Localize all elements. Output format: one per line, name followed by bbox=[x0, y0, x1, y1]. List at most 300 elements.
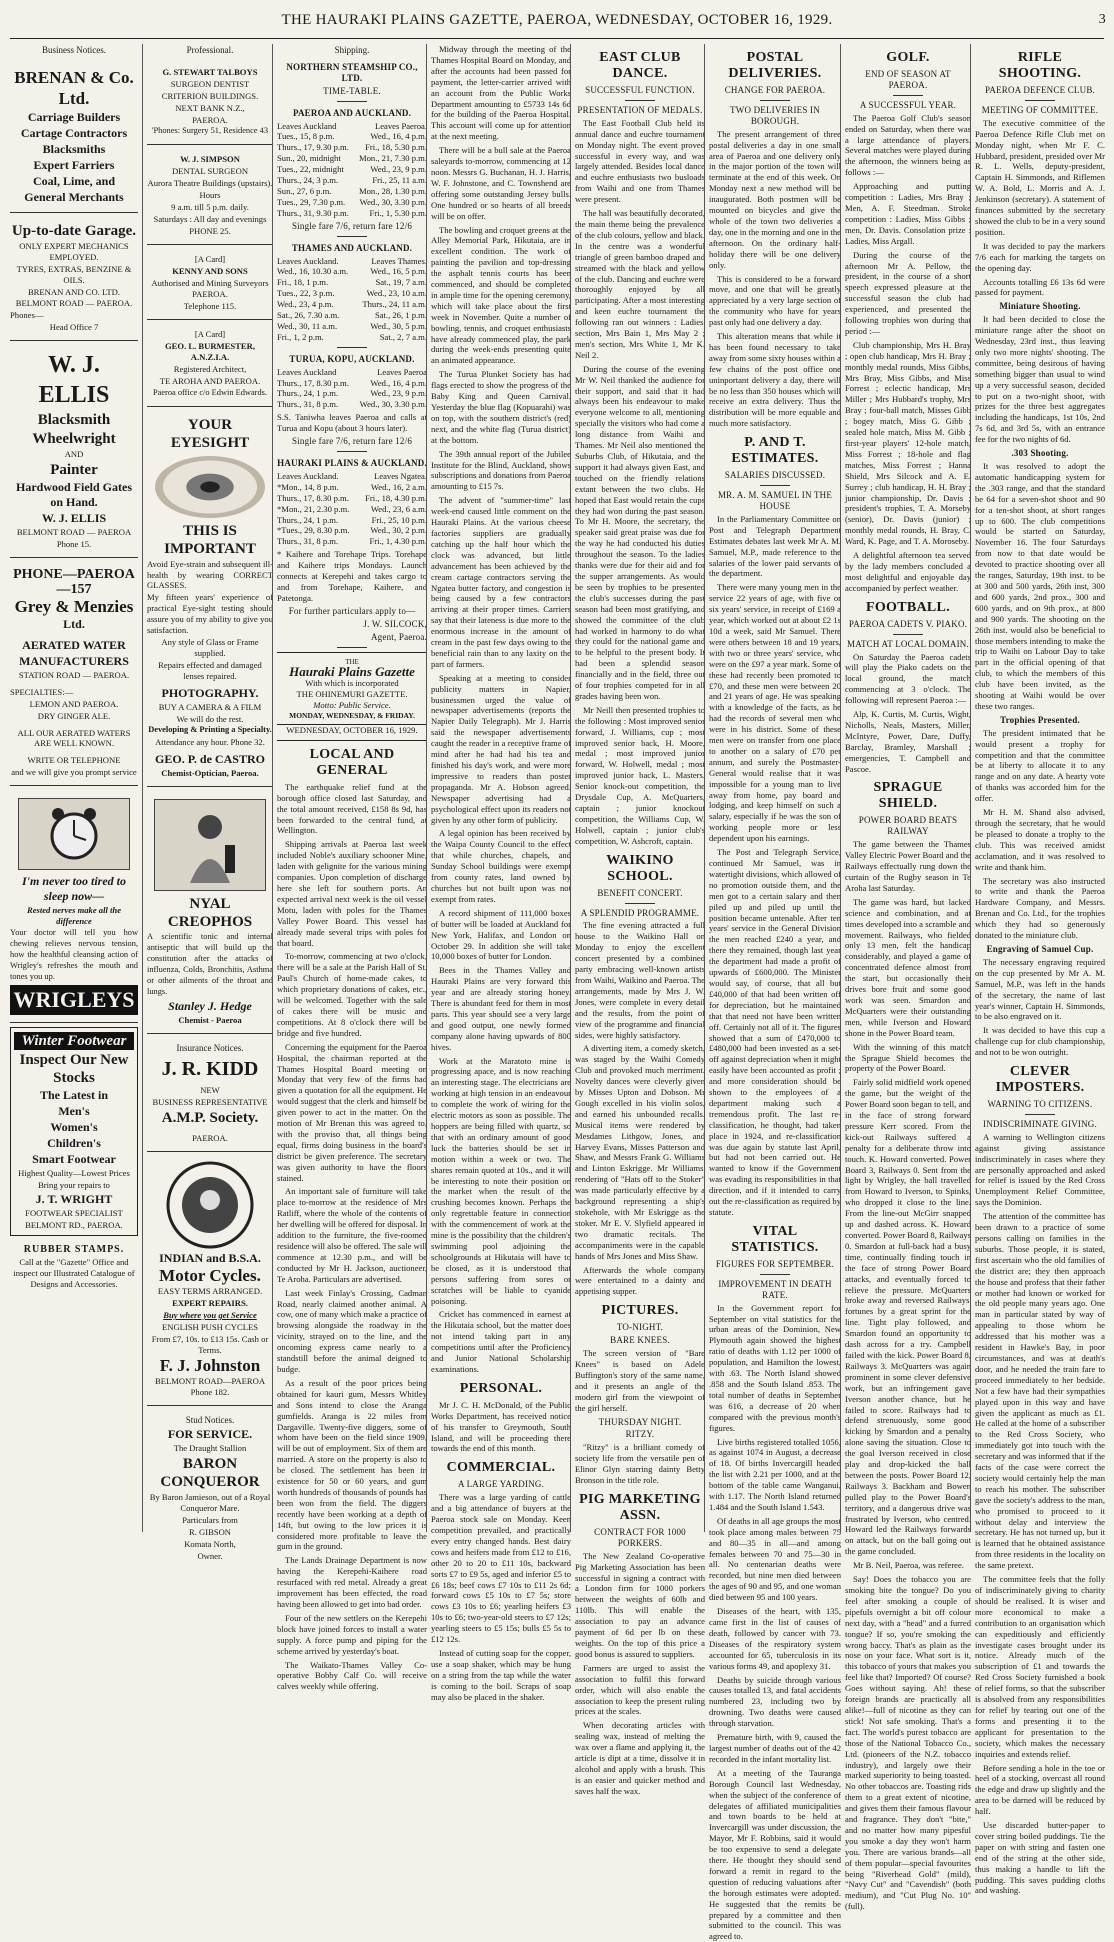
paragraph: In the Parliamentary Committee on Post and Telegraph Department Estimates debates last week Mr A. M. Samuel, M.P., made reference to the salaries of the lower paid servants of the department. bbox=[709, 513, 841, 579]
ad-line: Women's bbox=[50, 1120, 98, 1135]
ad-indian-motorcycles bbox=[147, 1156, 273, 1406]
ad-line: Inspect Our New Stocks bbox=[19, 1052, 129, 1087]
ad-line: ALL OUR AERATED WATERS ARE WELL KNOWN. bbox=[17, 727, 131, 749]
paragraph: Midway through the meeting of the Thames Hospital Board on Monday, and after the accounts had been passed for payment, the letter-carrier arrived with an account from the Public Works Department amounting to £5733 14s 6d for the building of the Paeroa Hospital. This account will come up for attention at the next meeting. bbox=[431, 44, 571, 142]
timetable-row bbox=[277, 310, 427, 321]
timetable-cell: Fri., 1, 2 p.m. bbox=[277, 331, 324, 342]
ad-footwear bbox=[10, 1027, 138, 1236]
subheading: THURSDAY NIGHT. bbox=[598, 1416, 682, 1427]
nameplate-line: Hauraki Plains Gazette bbox=[289, 664, 415, 680]
paragraph: The New Zealand Co-operative Pig Marketing Association has been successful in signing a contract with a London firm for 1000 porkers between the weights of 60lb and 110lb. This will enable the association to pay an advance payment of 6d per lb on these weights. On the top of this price a good bonus is assured to suppliers. bbox=[575, 1550, 705, 1659]
paragraph: The president intimated that he would present a trophy for competition and that the committee be at liberty to allocate it to any range and on any date. A hearty vote of thanks was accorded him for the offer. bbox=[975, 727, 1105, 804]
paragraph: Work at the Maratoto mine is progressing apace, and is now reaching an interesting stage. The electricians are working at high tension in an endeavour to complete the work of wiring for the electric motors as soon as possible. The hoppers are being filled with quartz, so that with an ordinary amount of good luck the batteries should be set in motion within a week or two. The shares remain quoted at 10s., and it will be interesting to note their position on the market when the result of the crushing becomes known. Perhaps the only regrettable feature in connection with the commencement of work at the mine is the possibility that the children's swimming pool adjoining the schoolgrounds at Hikutaia will have to be closed, as it is understood that persons suffering from sores or scratches will be liable to cyanide poisoning. bbox=[431, 1055, 571, 1306]
columns bbox=[10, 44, 1105, 1942]
paragraph: Afterwards the whole company were entertained to a dainty and appetising supper. bbox=[575, 1264, 705, 1297]
ad-line: PAEROA. bbox=[192, 289, 228, 300]
timetable-cell: Sat., 19, 7 a.m. bbox=[375, 277, 427, 288]
ad-line: G. STEWART TALBOYS bbox=[162, 66, 258, 77]
subheading: A SUCCESSFUL YEAR. bbox=[859, 99, 957, 110]
subheading: PAEROA CADETS V. PIAKO. bbox=[848, 618, 968, 629]
commercial-subheading: A LARGE YARDING. bbox=[457, 1479, 545, 1490]
timetable-note: * Kaihere and Torehape Trips. Torehape and Kaihere trips Mondays. Launch connects at Kerepehi and takes cargo to and from Torehape, Kaihere, and Patetonga. bbox=[277, 549, 427, 603]
ad-line: EXPERT REPAIRS. bbox=[172, 1298, 248, 1309]
ad-line: General Merchants bbox=[24, 189, 124, 204]
ad-line: Your doctor will tell you how chewing relieves nervous tension, how the healthful cleansing action of Wrigley's refreshes the mouth and tones you up. bbox=[10, 927, 138, 981]
timetable-row bbox=[277, 332, 427, 343]
timetable-cell: Thurs., 24, 3 p.m. bbox=[277, 175, 339, 186]
subheading: INDISCRIMINATE GIVING. bbox=[983, 1118, 1097, 1129]
timetable-cell: Wed., 23, 9 p.m. bbox=[370, 388, 427, 399]
timetable-cell: Fri., 1, 4.30 p.m. bbox=[369, 536, 427, 547]
ad-line: LEMON AND PAEROA. bbox=[29, 698, 119, 709]
paragraph: Alp, K. Curtis, M. Curtis, Wight, Nicholls, Neals, Masters, Miller, McIntyre, Power, Dare, Duffy, Barclay, Bramley, Marshall ; emergencies, T. Campbell and Pascoe. bbox=[845, 709, 971, 774]
timetable-cell: Thurs., 17, 8.30 p.m. bbox=[277, 377, 349, 388]
ad-line: Aurora Theatre Buildings (upstairs). bbox=[147, 178, 273, 189]
timetable-cell: Wed., 30, 3.30 p.m. bbox=[359, 399, 427, 410]
paragraph: Bees in the Thames Valley and Hauraki Plains are very forward this year and are already storing honey. There is abundant feed for them in most parts. This year should see a very large and good output, one newly formed company alone having upwards of 800 hives. bbox=[431, 965, 571, 1052]
east-club-heading: EAST CLUB DANCE. bbox=[599, 50, 681, 81]
ad-line: INDIAN and B.S.A. bbox=[159, 1251, 261, 1266]
timetable-cell: *Mon., 21, 2.30 p.m. bbox=[277, 503, 350, 514]
wrigleys-logo: WRIGLEYS bbox=[10, 985, 138, 1015]
ad-line: EASY TERMS ARRANGED. bbox=[157, 1286, 263, 1297]
ad-line: Motor Cycles. bbox=[159, 1266, 261, 1286]
ad-line: Phone 15. bbox=[56, 538, 92, 549]
timetable-paeroa-auckland bbox=[277, 108, 427, 237]
timetable-cell: Wed., 30, 2 p.m. bbox=[370, 525, 427, 536]
timetable-title: TIME-TABLE. bbox=[323, 85, 381, 96]
masthead-rule bbox=[10, 38, 1104, 39]
timetable-cell: Wed., 16, 4 p.m. bbox=[370, 131, 427, 142]
ad-line: BRENAN & Co. Ltd. bbox=[14, 67, 134, 108]
timetable-hauraki bbox=[277, 458, 427, 648]
estimates-heading: P. AND T. ESTIMATES. bbox=[731, 435, 819, 467]
ad-line: PAEROA. bbox=[192, 114, 228, 125]
paragraph: The Post and Telegraph Service, continued Mr Samuel, was in watertight divisions, which allowed of no promotion outside them, and the men got to a certain salary and then piled up and piled up until the position became untenable. After ten years' service in the General Division the men reached £240 a year, and there they remained, though last year the department had made a profit of upwards of £600,000. The Minister would say, of course, that all but £40,000 of that had been written off for depreciation, but he maintained that that need not have been written off. Certainly not all of it. The figures showed that a sum of £470,000 to £480,000 had been invested as a set-off against depreciation when it might easily have been accounted as profit ; and more consideration should be shown to the employees of a department making such a tremendous profit. The last re-classification, he thought, had taken place in 1924, and re-classification was due again by statute last April, but had not been carried out. He wanted to know if the Government was evading its responsibilities in that direction, and if it intended to carry out the re-classification as required by statute. bbox=[709, 847, 841, 1217]
timetable-header bbox=[277, 367, 427, 378]
ad-line: BELMONT ROAD — PAEROA. bbox=[15, 298, 133, 309]
sprague-heading: SPRAGUE SHIELD. bbox=[873, 780, 943, 812]
subheading: CONTRACT FOR 1000 PORKERS. bbox=[594, 1526, 686, 1548]
timetable-agent: J. W. SILCOCK, bbox=[363, 618, 427, 629]
timetable-cell: *Tues., 29, 8.30 p.m. bbox=[277, 525, 350, 536]
paragraph: During the course of the evening Mr W. Neil thanked the audience for their support, and said that it had always been his endeavour to make everyone welcome to all, mentioning specially the visitors who had come a long distance from Waihi and Thames. Mr Neil also mentioned the Suburbs Club, of Hikutaia, and the support it had always given East, and touched on the friendly relations extant between the two clubs. He hoped that East would retain the cups they had won during the past season. To Mr H. Moore, the secretary, the speaker said great praise was due for the way he had conducted his duties throughout the season. To the ladies thanks were due for their aid and for the supper arrangements. As would be seen by trophies to be presented the club's successes during the past season had been most gratifying, and showed the committee of the club had worked in harmony to do what they could for the national game and to be helpful to the present body. It had been a splendid season financially and in the field, three out of four trophies competed for in all grades having been won. bbox=[575, 363, 705, 701]
timetable-cell: Sun., 20, midnight bbox=[277, 153, 341, 164]
paragraph: It was resolved to adopt the automatic handicapping system for the .303 range, and that the standard be 64 for a seven-shot shoot and 90 for a ten-shot shoot, at short ranges up to 600. The club competitions would be started on Saturday, November 16. The four Saturdays from now to that date would be devoted to practice shooting over all the ranges, Saturday, 19th inst. to be at 300 and 500 yards, 26th inst, 300 and 600 yards, 2nd prox., 300 and 600 yards, and on 9th prox., at 800 and 900 yards. The shooting on the 26th inst. would also be beneficial to those members intending to make the trip to Waihi on Labour Day to take part in the official opening of that club, to which the members of this club have been invited, as the shooting at Waihi would be over these two ranges. bbox=[975, 461, 1105, 711]
timetable-cell: Fri., 18, 5.30 p.m. bbox=[365, 142, 427, 153]
column-head: Professional. bbox=[186, 45, 234, 55]
ad-line: NYAL CREOPHOS bbox=[167, 896, 253, 931]
timetable-cell: Thurs., 24, 1 p.m. bbox=[277, 388, 339, 399]
paragraph: A record shipment of 111,000 boxes of butter will be loaded at Auckland for New York, Halifax, and London on October 29. In addition she will take 10,000 boxes of butter for London. bbox=[431, 907, 571, 962]
commercial-heading: COMMERCIAL. bbox=[446, 1460, 556, 1476]
ad-line: Coal, Lime, and bbox=[32, 173, 115, 188]
timetable-heading: HAURAKI PLAINS & AUCKLAND. bbox=[277, 458, 427, 468]
subheading: BENEFIT CONCERT. bbox=[597, 887, 683, 898]
timetable-row bbox=[277, 153, 427, 164]
shooting-303-body bbox=[975, 461, 1105, 712]
paragraph: Accounts totalling £6 13s 6d were passed for payment. bbox=[975, 276, 1105, 298]
paragraph: When decorating articles with sealing wax, instead of melting the wax over a flame and applying it, the article is dipt at a time, dissolve it in alcohol and apply with a brush. This is an easier and quicker method and saves half the wax. bbox=[575, 1720, 705, 1796]
ad-talboys bbox=[147, 62, 273, 145]
nameplate-line: With which is incorporated bbox=[305, 678, 399, 689]
clock-illustration bbox=[18, 798, 130, 870]
ad-wrigleys bbox=[10, 790, 138, 1023]
ad-line: Expert Farriers bbox=[33, 157, 115, 172]
subheading: IMPROVEMENT IN DEATH RATE. bbox=[718, 1278, 832, 1300]
divider bbox=[337, 101, 367, 102]
personal-heading: PERSONAL. bbox=[459, 1380, 543, 1396]
timetable-row bbox=[277, 482, 427, 493]
column-business-notices bbox=[10, 44, 138, 1532]
column-head: Shipping. bbox=[334, 45, 370, 55]
timetable-cell: Wed., 30, 3.30 p.m. bbox=[359, 196, 427, 207]
paragraph: Cricket has commenced in earnest at the Hikutaia school, but the matter does not intend taking part in any competitions until after the Proficiency and Junior National Scholarship examinations. bbox=[431, 1309, 571, 1374]
timetable-row bbox=[277, 197, 427, 208]
golf-heading: GOLF. bbox=[886, 50, 930, 65]
subheading: TO-NIGHT. bbox=[616, 1322, 664, 1333]
subheading: Trophies Presented. bbox=[1000, 714, 1080, 725]
timetable-row bbox=[277, 536, 427, 547]
ad-line: W. J. ELLIS bbox=[38, 352, 110, 409]
ad-line: Phone 182. bbox=[190, 1387, 230, 1398]
paragraph: With the winning of this match the Sprague Shield becomes the property of the Power Board. bbox=[845, 1041, 971, 1074]
ad-line: TYRES, EXTRAS, BENZINE & OILS. bbox=[16, 263, 132, 285]
sprague-body bbox=[845, 839, 971, 1912]
ad-line: and we will give you prompt service bbox=[11, 767, 137, 778]
east-club-body bbox=[575, 118, 705, 847]
column-head: Business Notices. bbox=[42, 45, 106, 55]
timetable-thames-auckland bbox=[277, 243, 427, 348]
paragraph: It had been decided to close the miniature range after the shoot on Wednesday, 23rd inst., thus leaving only two more nights' shooting. The committee, being desirous of having something bigger than usual to wind up a very successful season, decided to put on a two-night shoot, with prizes for the three best aggregates including the handicaps, 1st 10s, 2nd 7s 6d, and 3rd 5s, with an entrance fee for the two nights of 6d. bbox=[975, 314, 1105, 445]
imposters-heading: CLEVER IMPOSTERS. bbox=[995, 1064, 1085, 1096]
timetable-cell: Thurs., 31, 8 p.m. bbox=[277, 536, 339, 547]
ad-line: By Baron Jamieson, out of a Royal Conqueror Mare. bbox=[149, 1492, 271, 1514]
ad-line: 'Phones: Surgery 51, Residence 43 bbox=[151, 126, 269, 136]
timetable-cell: Sun., 27, 6 p.m. bbox=[277, 185, 332, 196]
timetable-row bbox=[277, 186, 427, 197]
subheading: SUCCESSFUL FUNCTION. bbox=[585, 85, 695, 95]
ad-ellis bbox=[10, 345, 138, 558]
paragraph: Mr H. M. Shand also advised, through the secretary, that he would be pleased to donate a trophy to the club. This was received amidst acclamation, and it was resolved to write and thank him. bbox=[975, 807, 1105, 872]
paragraph: Use discarded butter-paper to cover string boiled puddings. Tie the paper on with string and fasten one end of the string at the other side, thus making a handle to lift the pudding. This saves pudding cloths and washing. bbox=[975, 1820, 1105, 1896]
timetable-row bbox=[277, 321, 427, 332]
paragraph: This alteration means that while it has been found necessary to take away from some sixty houses within a few chains of the post office one uninportant delivery a day, there will be no less than 350 houses which will receive an extra delivery. Thus the distribution will be more equable and much more satisfactory. bbox=[709, 331, 841, 429]
timetable-cell: Wed., 16, 5 p.m. bbox=[370, 266, 427, 277]
ad-grey-menzies bbox=[10, 562, 138, 786]
column-golf bbox=[840, 44, 972, 1912]
paragraph: The bowling and croquet greens at the Alley Memorial Park, Hikutaia, are in excellent condition. The work of painting the pavilion and top-dressing the asphalt tennis courts has been commenced, and should be completed in ample time for the opening ceremony, which will take place about the first week in November. Quite a number of bowling, tennis, and croquet enthusiasts have already commenced play, the park during the week-ends presenting quite an animated appearance. bbox=[431, 224, 571, 366]
timetable-col-head: Leaves Auckland bbox=[277, 366, 337, 377]
timetable-col-head: Leaves Paeroa bbox=[377, 366, 427, 377]
divider bbox=[337, 236, 367, 237]
ad-line: Wheelwright bbox=[32, 431, 116, 448]
ad-line: Registered Architect, bbox=[173, 363, 247, 374]
ad-insurance bbox=[147, 1038, 273, 1153]
timetable-fare: Single fare 7/6, return fare 12/6 bbox=[291, 436, 413, 447]
ad-line: Repairs effected and damaged lenses repaired. bbox=[158, 659, 262, 681]
subheading: CHANGE FOR PAEROA. bbox=[724, 85, 826, 95]
timetable-note: S.S. Taniwha leaves Paeroa and calls at Turua and Kopu (about 3 hours later). bbox=[277, 412, 427, 434]
timetable-row bbox=[277, 208, 427, 219]
paragraph: The Paeroa Golf Club's season ended on Saturday, when there was a large attendance of players. Several matches were played during the afternoon, the winners being as follows :— bbox=[845, 112, 971, 178]
paragraph: Club championship, Mrs H. Bray ; open club handicap, Mrs H. Bray ; monthly medal rounds, Miss Gibbs, Mrs Bray, Miss Gibbs, and Miss Forrest ; eclectic handicap, Mrs Miller ; Mrs Hubbard's trophy, Mrs Bray ; four-ball match, Misses Gibb ; bogey match, Miss G. Gibb ; sealed hole match, Miss M. Gibb ; first-year players' 12-hole match, Miss Forrest ; 18-hole and flag matches, Miss Forrest ; Hanna Shield, Mrs Silcock and A. E. Surrey ; club handicap, H. H. Bray ; junior championship, Dr. Davis ; president's trophies, T. A. Morseby (senior), Dr. Davis (junior) ; monthly medal rounds, H. Bray, C. Ward, K. Page, and T. A. Moroseby. bbox=[845, 339, 971, 547]
ad-line: Komata North, bbox=[184, 1538, 236, 1549]
rifle-heading: RIFLE SHOOTING. bbox=[998, 50, 1082, 81]
timetable-fare: Single fare 7/6, return fare 12/6 bbox=[291, 220, 413, 231]
timetable-cell: Wed., 23, 10 a.m. bbox=[366, 288, 427, 299]
timetable-row bbox=[277, 378, 427, 389]
ad-line: Phones— bbox=[10, 310, 44, 321]
ad-line: Particulars from bbox=[182, 1515, 238, 1525]
timetable-agent: Agent, Paeroa. bbox=[370, 631, 427, 642]
ad-line: W. J. SIMPSON bbox=[180, 154, 240, 165]
ad-line: W. J. ELLIS bbox=[41, 511, 107, 526]
woman-illustration bbox=[154, 799, 266, 891]
divider bbox=[337, 347, 367, 348]
paragraph: The East Football Club held its annual dance and euchre tournament on Monday night. The event proved successful in every way, and was largely attended. Besides local dance and euchre enthusiasts two busloads from Waihi and one from Thames were present. bbox=[575, 117, 705, 205]
paragraph: The fine evening attracted a full house to the Waikino Hall on Monday to enjoy the excellent concert presented by a combined party embracing well-known artists from Waihi, Waikino and Paeroa. The arrangements, made by Mrs J. W. Jones, were complete in every detail and the results, from the point of view of the programme and financial sides, were highly satisfactory. bbox=[575, 920, 705, 1040]
vital-statistics-body bbox=[709, 1303, 841, 1942]
ad-line: Hardwood Field Gates on Hand. bbox=[16, 480, 132, 510]
paragraph: The earthquake relief fund at the borough office closed last Saturday, and the total amount received, £158 8s 9d, has been forwarded to the central fund, at Wellington. bbox=[277, 781, 427, 836]
paragraph: On Saturday the Paeroa cadets will play the Piako cadets on the local ground, the match commencing at 3 o'clock. The following will represent Paeroa :— bbox=[845, 651, 971, 706]
ad-line: PHONE 25. bbox=[189, 225, 231, 236]
paragraph: The Lands Drainage Department is now having the Kerepehi-Kaihere road resurfaced with red metal. Already a great improvement has been effected, the road having been allowed to get into bad order. bbox=[277, 1555, 427, 1609]
ad-line: BUSINESS REPRESENTATIVE bbox=[152, 1097, 268, 1108]
ad-line: Smart Footwear bbox=[32, 1152, 116, 1167]
ad-line: J. R. KIDD bbox=[161, 1058, 259, 1081]
ad-line: THIS IS IMPORTANT bbox=[164, 522, 256, 557]
timetable-cell: Wed., 23, 6 a.m. bbox=[370, 503, 427, 514]
timetable-turua bbox=[277, 354, 427, 452]
ad-line: Children's bbox=[47, 1136, 101, 1151]
ad-line: I'm never too tired to sleep now— bbox=[22, 874, 126, 904]
ad-line: Chemist - Paeroa bbox=[178, 1014, 242, 1025]
paragraph: There was a large yarding of cattle and a big attendance of buyers at the Paeroa stock sale on Monday. Keen competition prevailed, and practically every entry changed hands. Best dairy cows and heifers made from £12 to £16, other 20 to 20 to £11 10s, backward sorts £7 to £9 5s, aged and inferior £5 to £6 18s; beef cows £7 10s to £11 2s 6d; forward cows £5 10s to £7 5s; store cows £3 10s to £6; yearling heifers £3 10s to £6; two-year-old steers to £7 12s; yearling steers to £5 15s; bulls £5 5s to £12 12s. bbox=[431, 1492, 571, 1645]
paragraph: Concerning the equipment for the Paeroa Hospital, the chairman reported at the Thames Hospital Board meeting on Monday that very few of the firms had given a quotation for all the equipment. He would suggest that the clerk and himself be given power to act in the matter. On the motion of Mr Brenan this was agreed to, with the proviso that, all things being equal, firms doing business in the board's district be given preference. The secretary was given authority to have the floors stained. bbox=[277, 1041, 427, 1183]
timetable-cell: Wed., 23, 4 p.m. bbox=[277, 299, 334, 310]
paragraph: Farmers are urged to assist the association to fulfil this forward order, which will also enable the association to keep the present ruling prices at the scales. bbox=[575, 1662, 705, 1717]
ad-line: NEXT BANK N.Z., bbox=[175, 102, 245, 113]
column-rifle bbox=[970, 44, 1105, 1896]
ad-line: My fifteen years' experience of practical Eye-sight testing should assure you of my ability to give you satisfaction. bbox=[147, 592, 273, 636]
timetable-row bbox=[277, 142, 427, 153]
timetable-col-head: Leaves Thames. bbox=[371, 255, 427, 266]
ad-line: WRITE OR TELEPHONE bbox=[27, 755, 121, 766]
paragraph: Mr Neill then presented trophies to the following : Most improved senior forward, J. Williams, cup ; most improved senior back, H. Moore, medal ; most improved junior forward, W. Holwell, medal ; most improved junior back, L. Masters. Senior knock-out competition, the Drysdale Cup, A. McQuarters, captain ; junior knockout competition, the Williams Cup, W. Holwell, captain ; junior club's competition, W. Ashcroft, captain. bbox=[575, 704, 705, 846]
local-general-heading: LOCAL AND GENERAL bbox=[309, 746, 395, 778]
ad-kenny bbox=[147, 249, 273, 321]
ad-line: KENNY AND SONS bbox=[172, 265, 248, 276]
ad-line: FOR SERVICE. bbox=[167, 1427, 253, 1442]
paragraph: The Turua Plunket Society has had flags erected to show the progress of the Baby King and Queen Carnival. Yesterday the blue flag (Kopuarahi) was on top, with the southern district's (red) next, and the white flag (Turua district) at the bottom. bbox=[431, 369, 571, 445]
nameplate-line: THE bbox=[345, 657, 359, 666]
ad-nyal bbox=[147, 791, 273, 1033]
ad-line: [A Card] bbox=[194, 253, 226, 264]
ad-rubber-stamps bbox=[10, 1240, 138, 1297]
ad-line: Grey & Menzies bbox=[14, 596, 134, 616]
paragraph: Say! Does the tobacco you are smoking bite the tongue? Do you feel after smoking a couple of pipefuls overnight a bit off colour next day, with a "head" and a furred tongue? If so, you're smoking the wrong baccy. That's as plain as the nose on your face. What sort is it, this tobacco of yours that makes you feel like that? Imported? Of course? Goes without saying. Ah! these foreign brands are practically all alike!—full of nicotine as they can stick! Not safe smoking. That's a fact. The world's purest tobacco are those of the National Tobacco Co., Ltd. (pioneers of the N.Z. tobacco industry), and largely owe their marked superiority to being toasted. No other tobaccos are. Toasting rids them to a great extent of nicotine, and gives them their famous flavour and fragrance. They don't "bite," and no matter how many pipesful you smoke a day they won't harm you. There are various brands—all of them popular—special favourites being "Riverhead Gold" (mild), "Navy Cut" and "Cavendish" (both medium), and "Cut Plug No. 10" (full). bbox=[845, 1574, 972, 1912]
ad-line: Cartage Contractors bbox=[20, 125, 128, 140]
subheading: A SPLENDID PROGRAMME. bbox=[580, 907, 700, 918]
waikino-body bbox=[575, 920, 705, 1297]
paragraph: Diseases of the heart, with 135, came first in the list of causes of death, followed by cancer with 73. Diseases of the respiratory system accounted for 65, tuberculosis in its various forms 49, and apoplexy 31. bbox=[709, 1606, 841, 1671]
timetable-col-head: Leaves Paeroa. bbox=[374, 120, 427, 131]
timetable-row bbox=[277, 525, 427, 536]
paragraph: Last week Finlay's Crossing, Cadman Road, nearly claimed another animal. A cow, one of many which make a practice of browsing alongside the roadway in the vicinity, strayed on to the line, and the oncoming express came nearly to a standstill before the animal deigned to budge. bbox=[277, 1287, 427, 1374]
engraving-body bbox=[975, 957, 1105, 1058]
paragraph: The necessary engraving required on the cup presented by Mr A. M. Samuel, M.P., was left in the hands of the secretary, the name of last year's winner, Captain H. Simmonds, to be also engraved on it. bbox=[975, 956, 1105, 1022]
subheading: TWO DELIVERIES IN BOROUGH. bbox=[730, 104, 820, 126]
ad-line: Rested nerves make all the difference bbox=[26, 905, 122, 927]
estimates-body bbox=[709, 514, 841, 1218]
paragraph: Four of the new settlers on the Kerepehi block have joined forces to install a water supply. A force pump and piping for the scheme arrived by yesterday's boat. bbox=[277, 1612, 427, 1656]
paragraph: A diverting item, a comedy sketch, was staged by the Waihi Comedy Club and provoked much merriment. Novelty dances were cleverly given by Misses Upton and Dobson. Mr Gough excelled in his violin solos, and earned his unbounded recalls. Musical items were rendered by Mesdames Lithgow, Jones, and Harvey Evans, Misses Patterson and Shaw, and Messrs Frank G. Williams and Linton Eskrigge. Mr Williams' rendering of "Hats off to the Stoker" was made particularly effective by a background representing a ship's stokehole, with Mr Eskrigge as the stoker. Mr E. V. Slyfield appeared in two dramatic recitals. The accompaniments were in the capable hands of Mrs Jones and Miss Shaw. bbox=[575, 1043, 705, 1261]
ad-line: Authorised and Mining Surveyors bbox=[151, 277, 269, 288]
paragraph: Premature birth, with 9, caused the largest number of deaths out of the 42 recorded in the infant mortality list. bbox=[709, 1732, 841, 1764]
timetable-cell: Fri., 1, 5.30 p.m. bbox=[369, 207, 427, 218]
ad-line: Up-to-date Garage. bbox=[11, 222, 137, 239]
ad-line: Blacksmith bbox=[37, 412, 111, 429]
paragraph: The executive committee of the Paeroa Defence Rifle Club met on Monday night, when Mr F. C. Hubbard, president, presided over Mr R. L. Wells, deputy-president, Captain H. Simmonds, and Riflemen W. A. Bold, L. Morris and A. J. Jenkinson (secretary). A statement of finances submitted by the secretary showed the club to be in a very sound position. bbox=[975, 117, 1105, 237]
timetable-heading: PAEROA AND AUCKLAND. bbox=[292, 107, 412, 118]
timetable-cell: Wed., 30, 11 a.m. bbox=[277, 320, 338, 331]
ad-line: GEO. L. BURMESTER, A.N.Z.I.A. bbox=[164, 341, 255, 363]
subheading: MR. A. M. SAMUEL IN THE HOUSE bbox=[717, 490, 833, 511]
ad-line: GEO. P. de CASTRO bbox=[155, 752, 265, 767]
ad-line: BUY A CAMERA & A FILM bbox=[158, 701, 262, 712]
ad-line: Carriage Builders bbox=[27, 109, 121, 124]
ad-line: R. GIBSON bbox=[188, 1526, 232, 1537]
timetable-particulars: For further particulars apply to— bbox=[288, 605, 416, 616]
timetable-cell: Wed., 16, 4 p.m. bbox=[370, 377, 427, 388]
ad-line: Owner. bbox=[197, 1550, 223, 1561]
ad-line: RUBBER STAMPS. bbox=[23, 1244, 125, 1256]
timetable-row bbox=[277, 277, 427, 288]
timetable-row bbox=[277, 399, 427, 410]
paragraph: Before sending a hole in the toe or heel of a stocking, overcast all round the edge and draw up slightly and the area to be darned will be reduced by half. bbox=[975, 1762, 1105, 1817]
rifle-body bbox=[975, 118, 1105, 299]
subheading: FIGURES FOR SEPTEMBER. bbox=[715, 1258, 835, 1269]
subheading: POWER BOARD BEATS RAILWAY bbox=[858, 815, 958, 837]
ad-line: Saturdays : All day and evenings bbox=[153, 213, 267, 224]
paragraph: Mr B. Neil, Paeroa, was referee. bbox=[853, 1560, 964, 1571]
timetable-cell: Tues., 29, 7.30 p.m. bbox=[277, 196, 346, 207]
indian-logo bbox=[147, 1160, 273, 1250]
ad-line: A scientific tonic and internal antiseptic that will build up the constitution after the attacks of influenza, Colds, Bronchitis, Asthma or other ailments of the throat and lungs. bbox=[147, 932, 273, 996]
masthead-title: THE HAURAKI PLAINS GAZETTE, PAEROA, WEDNESDAY, OCTOBER 16, 1929. bbox=[281, 12, 833, 28]
column-local-continued bbox=[426, 44, 571, 1702]
ad-line: PHONE—PAEROA —157 bbox=[13, 566, 135, 597]
timetable-cell: Fri., 18, 4.30 p.m. bbox=[365, 492, 427, 503]
timetable-cell: Wed., 16, 2 a.m. bbox=[370, 481, 427, 492]
ad-garage bbox=[10, 217, 138, 341]
nameplate-line: MONDAY, WEDNESDAY, & FRIDAY. bbox=[289, 711, 415, 721]
timetable-row bbox=[277, 299, 427, 310]
divider bbox=[337, 647, 367, 648]
subheading: END OF SEASON AT PAEROA. bbox=[865, 69, 951, 90]
ad-line: We will do the rest. bbox=[176, 713, 244, 724]
ad-line: AERATED WATER bbox=[22, 637, 126, 652]
ad-line: Bring your repairs to bbox=[38, 1180, 110, 1191]
timetable-cell: Tues., 15, 8 p.m. bbox=[277, 131, 335, 142]
ad-line: TE AROHA AND PAEROA. bbox=[159, 375, 261, 386]
golf-body bbox=[845, 113, 971, 594]
ad-line: F. J. Johnston bbox=[159, 1355, 261, 1375]
ad-line: Chemist-Optician, Paeroa. bbox=[161, 768, 259, 779]
imposters-body bbox=[975, 1132, 1105, 1897]
paragraph: As a result of the poor prices being obtained for kauri gum, Messrs Whitley and Sons intend to close the Aranga gumfields. Aranga is 22 miles from Dargaville. Twenty-five diggers, some of whom have been on the field since 1909, will be out of employment. Six of them are married. A store on the property is also to be closed. The settlement has been in existence for 50 or 60 years, and gum worth hundreds of thousands of pounds has been won from the field. The diggers recently have been working at a depth of 14ft, but owing to the low prices it is considered more profitable to leave the gum in the ground. bbox=[277, 1377, 427, 1552]
ad-line: Developing & Printing a Specialty. bbox=[148, 725, 272, 735]
ad-line: AND bbox=[64, 449, 84, 460]
timetable-row bbox=[277, 131, 427, 142]
ad-line: ONLY EXPERT MECHANICS EMPLOYED. bbox=[19, 240, 129, 262]
timetable-col-head: Leaves Auckland. bbox=[277, 255, 339, 266]
timetable-heading: THAMES AND AUCKLAND. bbox=[291, 242, 413, 253]
timetable-cell: Mon., 21, 7.30 p.m. bbox=[358, 153, 427, 164]
ad-line: SPECIALTIES:— bbox=[10, 686, 74, 697]
timetable-row bbox=[277, 164, 427, 175]
ad-line: CRITERION BUILDINGS. bbox=[161, 90, 259, 101]
ad-line: Hours bbox=[199, 190, 221, 201]
paragraph: A delightful afternoon tea served by the lady members concluded a most delightful and enjoyable day accompanied by perfect weather. bbox=[845, 550, 971, 593]
ad-line: Telephone 115. bbox=[183, 301, 237, 312]
commercial-body bbox=[431, 1492, 571, 1702]
football-heading: FOOTBALL. bbox=[866, 599, 950, 615]
local-general-body bbox=[277, 782, 427, 1692]
ad-line: SURGEON DENTIST bbox=[170, 78, 250, 89]
paragraph: "Ritzy" is a brilliant comedy of society life from the versatile pen of Elinor Glyn starring dainty Betty Bronson in the title role. bbox=[575, 1442, 705, 1486]
paragraph: The advent of "summer-time" last week-end caused little comment on the Hauraki Plains. At the various cheese factories suppliers are gradually catching up the half hour which the clock was advanced, but little advancement has been achieved by the cream cartage contractors serving the Ngatea butter factory, and congestion is being caused by a few contractors arriving at their proper times. Carriers say that their lateness is due more to the enormous increase in the amount of cream in the past few days owing to the beneficial rain than to any laxity on the part of farmers. bbox=[431, 495, 571, 669]
ad-line: Stud Notices. bbox=[185, 1415, 235, 1426]
timetable-cell: Fri., 18, 1 p.m. bbox=[277, 277, 329, 288]
paragraph: An important sale of furniture will take place to-morrow at the residence of Mrs Ratliff, where the whole of the contents of her dwelling will be offered for disposal. In addition to the furniture, the five-roomed residence will also be offered. The sale will commence at 12.30 p.m., and will be conducted by Mr H. Jackson, auctioneer, Te Aroha. Particulars are advertised. bbox=[277, 1186, 427, 1284]
ad-line: Ltd. bbox=[63, 616, 85, 631]
paragraph: The secretary was also instructed to write and thank the Paeroa Hardware Company, and Messrs. Brenan and Co. Ltd., for the trophies which they had so generously donated to the miniature club. bbox=[975, 875, 1105, 941]
ad-line: YOUR EYESIGHT bbox=[170, 416, 250, 451]
paragraph: This is considered to be a forward move, and one that will be greatly appreciated by a very large section of the community who have for years past only had one delivery a day. bbox=[709, 273, 841, 328]
timetable-row bbox=[277, 388, 427, 399]
paragraph: It was decided to have this cup a challenge cup for club championship, and not to be won outright. bbox=[975, 1025, 1105, 1058]
subheading: BARE KNEES. bbox=[610, 1335, 670, 1346]
timetable-cell: Thurs., 17, 8.30 p.m. bbox=[277, 492, 349, 503]
ad-line: Blacksmiths bbox=[42, 141, 106, 156]
timetable-cell: Fri., 25, 11 a.m. bbox=[372, 175, 427, 186]
ad-line: BARON CONQUEROR bbox=[160, 1456, 260, 1491]
timetable-cell: Thurs., 31, 8 p.m. bbox=[277, 399, 339, 410]
paragraph: It was decided to pay the markers 7/6 each for marking the targets on the opening day. bbox=[975, 240, 1105, 273]
timetable-cell: Fri., 25, 10 p.m. bbox=[371, 514, 427, 525]
timetable-row bbox=[277, 493, 427, 504]
subheading: WARNING TO CITIZENS. bbox=[987, 1099, 1093, 1110]
ad-line: BRENAN AND CO. LTD. bbox=[27, 286, 121, 297]
column-shipping bbox=[272, 44, 427, 1692]
pictures-body-2 bbox=[575, 1442, 705, 1486]
page-number: 3 bbox=[1098, 12, 1106, 27]
ad-line: PHOTOGRAPHY. bbox=[161, 685, 259, 700]
timetable-cell: Sat., 2, 7 a.m. bbox=[379, 331, 427, 342]
timetable-row bbox=[277, 288, 427, 299]
paragraph: The 39th annual report of the Jubilee Institute for the Blind, Auckland, shows subscriptions and donations from Paeroa amounting to £15 7s. bbox=[431, 448, 571, 492]
ad-line: Attendance any hour. Phone 32. bbox=[155, 737, 265, 748]
timetable-cell: Thurs., 24, 1 p.m. bbox=[277, 514, 339, 525]
nameplate-line: WEDNESDAY, OCTOBER 16, 1929. bbox=[277, 724, 427, 736]
paragraph: There will be a bull sale at the Paeroa saleyards to-morrow, commencing at 12 noon. Messrs G. Buchanan, H. J. Harris, W. F. Johnstone, and C. Townshend are offering some outstanding Jersey bulls. One hundred or so hearts of all breeds will be on offer. bbox=[431, 145, 571, 221]
timetable-header bbox=[277, 121, 427, 132]
miniature-body bbox=[975, 314, 1105, 445]
ad-line: A.M.P. Society. bbox=[161, 1110, 259, 1127]
